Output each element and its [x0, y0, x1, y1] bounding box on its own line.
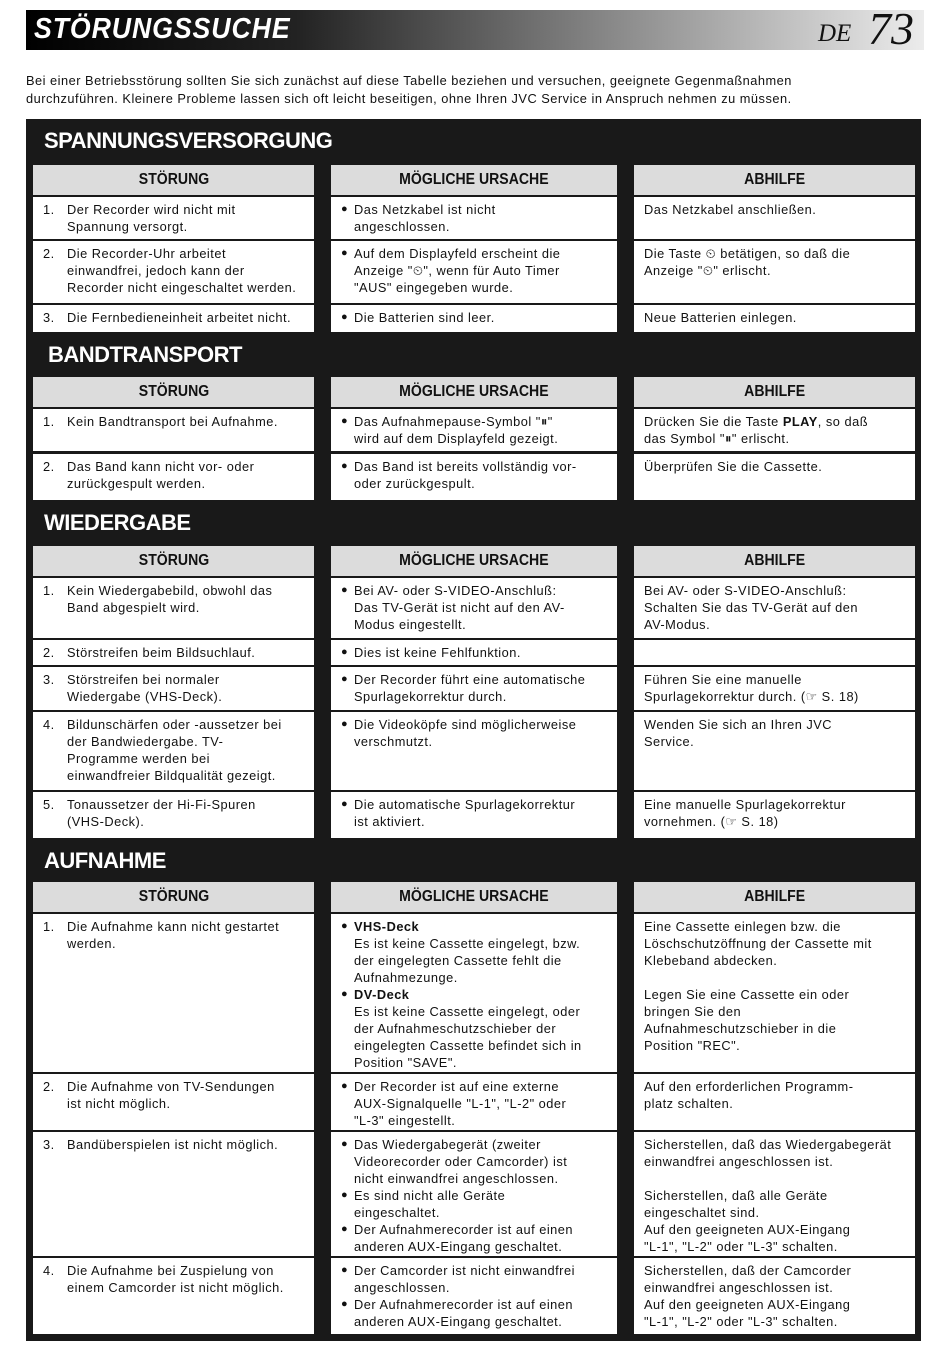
- text-line: Das TV-Gerät ist nicht auf den AV-: [354, 600, 565, 615]
- bullet-item: [341, 796, 611, 830]
- bullet-dot: ●: [341, 1189, 349, 1201]
- text-line: anderen AUX-Eingang geschaltet.: [354, 1314, 563, 1329]
- text-line: wird auf dem Displayfeld gezeigt.: [354, 431, 559, 446]
- text-line: einwandfreier Bildqualität gezeigt.: [67, 768, 276, 783]
- column-header-label: ABHILFE: [743, 888, 805, 905]
- text-line: Auf dem Displayfeld erscheint die: [354, 246, 561, 261]
- row-number: 3.: [43, 672, 55, 687]
- bullet-item: [341, 1262, 611, 1296]
- bullet-dot: ●: [341, 584, 349, 596]
- text-line: Der Aufnahmerecorder ist auf einen: [354, 1297, 574, 1312]
- text-line: Anzeige "⏲", wenn für Auto Timer: [354, 263, 560, 278]
- bullet-body: [354, 918, 580, 986]
- text-line: eingelegten Cassette befindet sich in: [354, 1038, 582, 1053]
- bullet-item: [341, 1136, 611, 1187]
- text-line: Dies ist keine Fehlfunktion.: [354, 645, 521, 660]
- text-line: Bei AV- oder S-VIDEO-Anschluß:: [354, 583, 557, 598]
- column-header-label: STÖRUNG: [138, 383, 209, 400]
- text-line: Der Camcorder ist nicht einwandfrei: [354, 1263, 575, 1278]
- column-header-problem: [33, 882, 314, 912]
- text-line: angeschlossen.: [354, 219, 450, 234]
- intro-line: durchzuführen. Kleinere Probleme lassen sich oft leicht beseitigen, ohne Ihren JVC Service in Anspruch nehmen zu müssen.: [26, 90, 792, 106]
- text-line: ist nicht möglich.: [67, 1096, 171, 1111]
- problem-row: [43, 644, 308, 661]
- bullet-item: [341, 458, 611, 492]
- problem-row: [43, 918, 308, 952]
- text-line: Die Aufnahme bei Zuspielung von: [67, 1263, 274, 1278]
- text-line: Eine manuelle Spurlagekorrektur: [644, 797, 846, 812]
- problem-row: [43, 458, 308, 492]
- column-header-label: ABHILFE: [743, 552, 805, 569]
- problem-cell: [33, 667, 314, 710]
- text-line: Es ist keine Cassette eingelegt, oder: [354, 1004, 581, 1019]
- row-number: 3.: [43, 1137, 55, 1152]
- text-line: angeschlossen.: [354, 1280, 450, 1295]
- problem-text: [67, 796, 256, 830]
- text-line: einwandfrei angeschlossen ist.: [644, 1280, 834, 1295]
- section-title: AUFNAHME: [44, 848, 166, 873]
- remedy-line: [644, 413, 909, 430]
- text-line: oder zurückgespult.: [354, 476, 476, 491]
- text-line: AUX-Signalquelle "L-1", "L-2" oder: [354, 1096, 567, 1111]
- column-header-cause: [331, 377, 617, 407]
- bullet-body: [354, 1136, 567, 1187]
- column-header-label: MÖGLICHE URSACHE: [399, 171, 549, 188]
- problem-row: [43, 582, 308, 616]
- problem-cell: [33, 914, 314, 1072]
- bullet-item: [341, 1187, 611, 1221]
- text-line: Position "SAVE".: [354, 1055, 457, 1070]
- text-line: Band abgespielt wird.: [67, 600, 200, 615]
- problem-row: [43, 1136, 308, 1153]
- text-line: "L-1", "L-2" oder "L-3" schalten.: [644, 1314, 838, 1329]
- bullet-item: [341, 201, 611, 235]
- problem-row: [43, 413, 308, 430]
- bullet-body: [354, 671, 585, 705]
- column-header-label: STÖRUNG: [138, 888, 209, 905]
- text-line: Das Aufnahmepause-Symbol "⏸": [354, 414, 553, 429]
- column-header-remedy: [634, 377, 915, 407]
- bullet-dot: ●: [341, 1298, 349, 1310]
- problem-text: [67, 644, 255, 661]
- text-line: einwandfrei angeschlossen ist.: [644, 1154, 834, 1169]
- text-line: Die Recorder-Uhr arbeitet: [67, 246, 227, 261]
- text-line: Die Batterien sind leer.: [354, 310, 495, 325]
- text-line: anderen AUX-Eingang geschaltet.: [354, 1239, 563, 1254]
- text-line: Aufnahmeschutzschieber in die: [644, 1021, 837, 1036]
- text-line: Kein Wiedergabebild, obwohl das: [67, 583, 273, 598]
- text-line: Die Fernbedieneinheit arbeitet nicht.: [67, 310, 292, 325]
- problem-text: [67, 245, 296, 296]
- problem-text: [67, 309, 291, 326]
- text-line: Der Recorder ist auf eine externe: [354, 1079, 559, 1094]
- bullet-body: [354, 582, 565, 633]
- problem-cell: [33, 578, 314, 638]
- problem-cell: [33, 241, 314, 303]
- text-line: bringen Sie den: [644, 1004, 742, 1019]
- bullet-body: [354, 1221, 573, 1255]
- text-line: Auf den erforderlichen Programm-: [644, 1079, 854, 1094]
- remedy-cell: [634, 712, 915, 790]
- cause-cell: [331, 712, 617, 790]
- row-number: 2.: [43, 459, 55, 474]
- column-header-label: MÖGLICHE URSACHE: [399, 552, 549, 569]
- problem-text: [67, 1078, 275, 1112]
- cause-cell: [331, 1258, 617, 1334]
- problem-row: [43, 201, 308, 235]
- problem-row: [43, 1078, 308, 1112]
- text-line: Das Wiedergabegerät (zweiter: [354, 1137, 541, 1152]
- problem-cell: [33, 1258, 314, 1334]
- bullet-heading: VHS-Deck: [354, 919, 420, 934]
- problem-row: [43, 1262, 308, 1296]
- text-line: Anzeige "⏲" erlischt.: [644, 263, 772, 278]
- bullet-item: [341, 413, 611, 447]
- text-line: Service.: [644, 734, 695, 749]
- remedy-cell: [634, 409, 915, 451]
- problem-cell: [33, 792, 314, 838]
- problem-row: [43, 245, 308, 296]
- problem-text: [67, 201, 236, 235]
- column-header-problem: [33, 165, 314, 195]
- problem-text: [67, 716, 282, 784]
- text-line: Spurlagekorrektur durch. (☞ S. 18): [644, 689, 859, 704]
- text-line: Sicherstellen, daß das Wiedergabegerät: [644, 1137, 892, 1152]
- problem-text: [67, 1136, 278, 1153]
- bullet-heading: DV-Deck: [354, 987, 410, 1002]
- remedy-line: das Symbol "⏸" erlischt.: [644, 431, 790, 446]
- bullet-body: [354, 1078, 566, 1129]
- cause-cell: [331, 197, 617, 239]
- remedy-cell: [634, 792, 915, 838]
- text-line: Der Recorder wird nicht mit: [67, 202, 236, 217]
- text-line: AV-Modus.: [644, 617, 711, 632]
- section-title: BANDTRANSPORT: [48, 342, 242, 367]
- cause-cell: [331, 667, 617, 710]
- remedy-cell: [634, 1132, 915, 1256]
- bullet-dot: ●: [341, 1223, 349, 1235]
- text-line: Videorecorder oder Camcorder) ist: [354, 1154, 568, 1169]
- problem-text: [67, 918, 279, 952]
- text-line: Modus eingestellt.: [354, 617, 467, 632]
- text-line: (VHS-Deck).: [67, 814, 145, 829]
- column-header-label: ABHILFE: [743, 171, 805, 188]
- text-line: Die Taste ⏲ betätigen, so daß die: [644, 246, 851, 261]
- remedy-cell: [634, 197, 915, 239]
- problem-text: [67, 458, 254, 492]
- row-number: 1.: [43, 414, 55, 429]
- row-number: 4.: [43, 717, 55, 732]
- text-line: einem Camcorder ist nicht möglich.: [67, 1280, 284, 1295]
- remedy-cell: [634, 241, 915, 303]
- bullet-body: [354, 986, 582, 1071]
- problem-row: [43, 309, 308, 326]
- row-number: 1.: [43, 202, 55, 217]
- text-line: vornehmen. (☞ S. 18): [644, 814, 779, 829]
- problem-cell: [33, 712, 314, 790]
- column-header-cause: [331, 546, 617, 576]
- text-line: Wenden Sie sich an Ihren JVC: [644, 717, 833, 732]
- text-line: Das Band ist bereits vollständig vor-: [354, 459, 577, 474]
- text-line: Spannung versorgt.: [67, 219, 188, 234]
- remedy-text: , so daß: [817, 414, 869, 429]
- text-line: eingeschaltet sind.: [644, 1205, 760, 1220]
- text-line: nicht einwandfrei angeschlossen.: [354, 1171, 559, 1186]
- text-line: der Bandwiedergabe. TV-: [67, 734, 224, 749]
- bullet-dot: ●: [341, 460, 349, 472]
- bullet-dot: ●: [341, 1138, 349, 1150]
- remedy-cell: [634, 305, 915, 332]
- bullet-item: [341, 1078, 611, 1129]
- text-line: ist aktiviert.: [354, 814, 425, 829]
- bullet-body: [354, 458, 577, 492]
- text-line: der Aufnahmeschutzschieber der: [354, 1021, 557, 1036]
- text-line: Aufnahmezunge.: [354, 970, 458, 985]
- bullet-dot: ●: [341, 203, 349, 215]
- column-header-label: MÖGLICHE URSACHE: [399, 383, 549, 400]
- text-line: Schalten Sie das TV-Gerät auf den: [644, 600, 859, 615]
- cause-cell: [331, 640, 617, 665]
- bullet-dot: ●: [341, 798, 349, 810]
- text-line: Das Netzkabel ist nicht: [354, 202, 496, 217]
- row-number: 1.: [43, 919, 55, 934]
- bullet-item: [341, 716, 611, 750]
- text-line: Neue Batterien einlegen.: [644, 310, 797, 325]
- language-code: DE: [818, 20, 852, 47]
- text-line: Recorder nicht eingeschaltet werden.: [67, 280, 297, 295]
- text-line: verschmutzt.: [354, 734, 433, 749]
- bullet-dot: ●: [341, 247, 349, 259]
- text-line: Klebeband abdecken.: [644, 953, 778, 968]
- row-number: 2.: [43, 246, 55, 261]
- page-number: 73: [868, 3, 914, 54]
- bullet-dot: ●: [341, 311, 349, 323]
- text-line: der eingelegten Cassette fehlt die: [354, 953, 562, 968]
- remedy-cell: [634, 1074, 915, 1130]
- remedy-cell: [634, 578, 915, 638]
- bullet-item: [341, 582, 611, 633]
- text-line: Bildunschärfen oder -aussetzer bei: [67, 717, 282, 732]
- column-header-label: STÖRUNG: [138, 171, 209, 188]
- intro-text: [26, 72, 926, 107]
- bullet-body: [354, 413, 558, 447]
- remedy-cell: [634, 1258, 915, 1334]
- text-line: Es sind nicht alle Geräte: [354, 1188, 506, 1203]
- text-line: "AUS" eingegeben wurde.: [354, 280, 514, 295]
- cause-cell: [331, 305, 617, 332]
- spacer: [644, 1170, 909, 1187]
- bullet-body: [354, 644, 521, 661]
- bullet-item: [341, 671, 611, 705]
- problem-cell: [33, 1074, 314, 1130]
- bullet-dot: ●: [341, 718, 349, 730]
- text-line: Überprüfen Sie die Cassette.: [644, 459, 823, 474]
- text-line: Die Aufnahme kann nicht gestartet: [67, 919, 280, 934]
- remedy-text: Drücken Sie die Taste: [644, 414, 783, 429]
- bullet-dot: ●: [341, 646, 349, 658]
- bullet-dot: ●: [341, 1264, 349, 1276]
- problem-cell: [33, 640, 314, 665]
- problem-row: [43, 671, 308, 705]
- cause-cell: [331, 1132, 617, 1256]
- text-line: Wiedergabe (VHS-Deck).: [67, 689, 223, 704]
- row-number: 3.: [43, 310, 55, 325]
- text-line: Legen Sie eine Cassette ein oder: [644, 987, 850, 1002]
- row-number: 2.: [43, 1079, 55, 1094]
- cause-cell: [331, 914, 617, 1072]
- text-line: Tonaussetzer der Hi-Fi-Spuren: [67, 797, 256, 812]
- row-number: 4.: [43, 1263, 55, 1278]
- column-header-label: STÖRUNG: [138, 552, 209, 569]
- column-header-cause: [331, 882, 617, 912]
- bullet-dot: ●: [341, 673, 349, 685]
- bullet-dot: ●: [341, 920, 349, 932]
- text-line: Störstreifen bei normaler: [67, 672, 220, 687]
- problem-cell: [33, 454, 314, 500]
- problem-cell: [33, 305, 314, 332]
- bullet-body: [354, 245, 560, 296]
- text-line: Bei AV- oder S-VIDEO-Anschluß:: [644, 583, 847, 598]
- cause-cell: [331, 241, 617, 303]
- problem-text: [67, 1262, 284, 1296]
- text-line: Die Aufnahme von TV-Sendungen: [67, 1079, 275, 1094]
- column-header-problem: [33, 377, 314, 407]
- text-line: "L-3" eingestellt.: [354, 1113, 456, 1128]
- cause-cell: [331, 409, 617, 451]
- section-title: SPANNUNGSVERSORGUNG: [44, 128, 333, 153]
- row-number: 2.: [43, 645, 55, 660]
- bullet-dot: ●: [341, 988, 349, 1000]
- bullet-body: [354, 796, 575, 830]
- text-line: Eine Cassette einlegen bzw. die: [644, 919, 841, 934]
- text-line: Führen Sie eine manuelle: [644, 672, 802, 687]
- column-header-label: ABHILFE: [743, 383, 805, 400]
- bullet-body: [354, 201, 496, 235]
- text-line: Der Aufnahmerecorder ist auf einen: [354, 1222, 574, 1237]
- problem-text: [67, 413, 278, 430]
- text-line: Auf den geeigneten AUX-Eingang: [644, 1222, 851, 1237]
- problem-cell: [33, 197, 314, 239]
- text-line: Die Videoköpfe sind möglicherweise: [354, 717, 577, 732]
- bullet-body: [354, 716, 576, 750]
- column-header-cause: [331, 165, 617, 195]
- column-header-problem: [33, 546, 314, 576]
- problem-row: [43, 716, 308, 784]
- section-title: WIEDERGABE: [44, 510, 191, 535]
- text-line: Kein Bandtransport bei Aufnahme.: [67, 414, 278, 429]
- intro-line: Bei einer Betriebsstörung sollten Sie sich zunächst auf diese Tabelle beziehen und versuchen, geeignete Gegenmaßnahmen: [26, 73, 792, 88]
- bullet-item: [341, 644, 611, 661]
- text-line: werden.: [67, 936, 117, 951]
- bullet-item: [341, 1221, 611, 1255]
- bullet-item: [341, 245, 611, 296]
- row-number: 1.: [43, 583, 55, 598]
- remedy-cell: [634, 914, 915, 1072]
- cause-cell: [331, 454, 617, 500]
- text-line: eingeschaltet.: [354, 1205, 440, 1220]
- bullet-body: [354, 1296, 573, 1330]
- problem-text: [67, 671, 222, 705]
- text-line: Es ist keine Cassette eingelegt, bzw.: [354, 936, 581, 951]
- text-line: Programme werden bei: [67, 751, 211, 766]
- bullet-body: [354, 1187, 505, 1221]
- text-line: zurückgespult werden.: [67, 476, 206, 491]
- remedy-cell: [634, 667, 915, 710]
- text-line: "L-1", "L-2" oder "L-3" schalten.: [644, 1239, 838, 1254]
- bullet-dot: ●: [341, 415, 349, 427]
- cause-cell: [331, 1074, 617, 1130]
- play-key-label: PLAY: [782, 414, 818, 429]
- page-title: STÖRUNGSSUCHE: [34, 13, 291, 45]
- text-line: Bandüberspielen ist nicht möglich.: [67, 1137, 279, 1152]
- bullet-item: [341, 309, 611, 326]
- row-number: 5.: [43, 797, 55, 812]
- text-line: platz schalten.: [644, 1096, 734, 1111]
- remedy-cell: [634, 454, 915, 500]
- bullet-body: [354, 1262, 575, 1296]
- cause-cell: [331, 578, 617, 638]
- bullet-body: [354, 309, 495, 326]
- text-line: Löschschutzöffnung der Cassette mit: [644, 936, 872, 951]
- bullet-item: [341, 986, 611, 1071]
- spacer: [644, 969, 909, 986]
- remedy-cell: [634, 640, 915, 665]
- bullet-dot: ●: [341, 1080, 349, 1092]
- text-line: Störstreifen beim Bildsuchlauf.: [67, 645, 256, 660]
- problem-row: [43, 796, 308, 830]
- text-line: Position "REC".: [644, 1038, 741, 1053]
- text-line: Auf den geeigneten AUX-Eingang: [644, 1297, 851, 1312]
- problem-cell: [33, 1132, 314, 1256]
- text-line: Das Netzkabel anschließen.: [644, 202, 817, 217]
- column-header-remedy: [634, 546, 915, 576]
- bullet-item: [341, 1296, 611, 1330]
- cause-cell: [331, 792, 617, 838]
- column-header-label: MÖGLICHE URSACHE: [399, 888, 549, 905]
- text-line: einwandfrei, jedoch kann der: [67, 263, 245, 278]
- problem-text: [67, 582, 272, 616]
- text-line: Das Band kann nicht vor- oder: [67, 459, 255, 474]
- column-header-remedy: [634, 882, 915, 912]
- text-line: Spurlagekorrektur durch.: [354, 689, 507, 704]
- problem-cell: [33, 409, 314, 451]
- column-header-remedy: [634, 165, 915, 195]
- text-line: Sicherstellen, daß alle Geräte: [644, 1188, 828, 1203]
- text-line: Sicherstellen, daß der Camcorder: [644, 1263, 852, 1278]
- text-line: Der Recorder führt eine automatische: [354, 672, 586, 687]
- bullet-item: [341, 918, 611, 986]
- text-line: Die automatische Spurlagekorrektur: [354, 797, 576, 812]
